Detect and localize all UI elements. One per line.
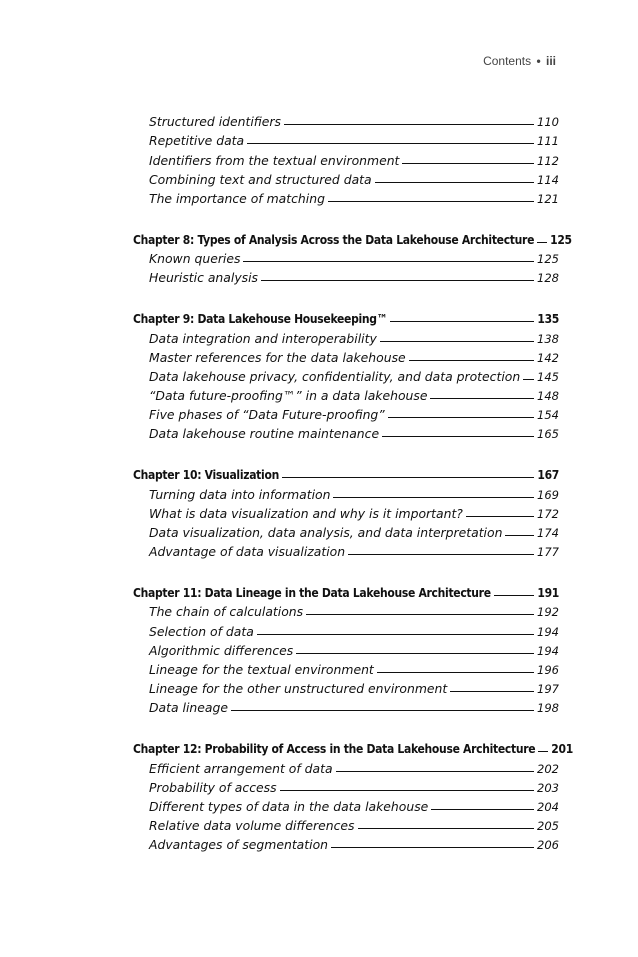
page-number: 121 bbox=[537, 191, 559, 206]
toc-entry-row bbox=[133, 129, 559, 148]
leader-line bbox=[348, 554, 534, 555]
entry-title: Advantage of data visualization bbox=[149, 544, 346, 560]
toc-entry-row bbox=[133, 266, 559, 285]
page-number: 148 bbox=[537, 389, 559, 404]
toc-chapter-row bbox=[133, 225, 572, 247]
toc-entry-row bbox=[133, 502, 559, 521]
toc-entry-row bbox=[133, 696, 559, 715]
chapter-title: Chapter 9: Data Lakehouse Housekeeping™ bbox=[133, 312, 388, 327]
leader-line bbox=[430, 398, 534, 399]
entry-title: Algorithmic differences bbox=[149, 642, 294, 658]
leader-line bbox=[333, 497, 534, 498]
leader-line bbox=[296, 653, 534, 654]
toc-entry-row bbox=[133, 521, 559, 540]
toc-entry-row bbox=[133, 814, 559, 833]
leader-line bbox=[336, 771, 534, 772]
chapter-title: Chapter 10: Visualization bbox=[133, 468, 279, 483]
entry-title: Lineage for the other unstructured environment bbox=[149, 681, 448, 697]
toc-entry-row bbox=[133, 110, 559, 129]
toc-group bbox=[133, 110, 559, 206]
entry-title: Heuristic analysis bbox=[149, 270, 259, 286]
entry-title: Lineage for the textual environment bbox=[149, 661, 374, 677]
leader-line bbox=[431, 809, 534, 810]
leader-line bbox=[390, 321, 534, 322]
toc-entry-row bbox=[133, 403, 559, 422]
page-number: 192 bbox=[537, 605, 559, 620]
running-header bbox=[483, 54, 556, 68]
page-number: 191 bbox=[537, 586, 559, 601]
page-number: 111 bbox=[537, 134, 559, 149]
entry-title: Structured identifiers bbox=[149, 114, 281, 130]
leader-line bbox=[243, 261, 534, 262]
page-number: 204 bbox=[537, 799, 559, 814]
toc-entry-row bbox=[133, 346, 559, 365]
page-number: 202 bbox=[537, 761, 559, 776]
chapter-title: Chapter 12: Probability of Access in the Data Lakehouse Architecture bbox=[133, 742, 536, 757]
toc-chapter-row bbox=[133, 460, 559, 482]
leader-line bbox=[257, 634, 534, 635]
page-number: 154 bbox=[537, 408, 559, 423]
header-title: Contents bbox=[483, 54, 532, 68]
toc-group bbox=[133, 734, 573, 853]
entry-title: What is data visualization and why is it important? bbox=[149, 505, 463, 521]
toc-entry-row bbox=[133, 776, 559, 795]
page-number: 165 bbox=[537, 427, 559, 442]
entry-title: The importance of matching bbox=[149, 190, 325, 206]
page-number: 201 bbox=[551, 742, 573, 757]
page-number: 110 bbox=[537, 115, 559, 130]
toc-entry-row bbox=[133, 247, 559, 266]
page-number: 177 bbox=[537, 545, 559, 560]
entry-title: Master references for the data lakehouse bbox=[149, 349, 406, 365]
toc-entry-row bbox=[133, 658, 559, 677]
page-number: 205 bbox=[537, 819, 559, 834]
entry-title: Data lakehouse privacy, confidentiality, and data protection bbox=[149, 368, 521, 384]
header-page-number: iii bbox=[545, 54, 556, 68]
page-number: 138 bbox=[537, 331, 559, 346]
toc-entry-row bbox=[133, 482, 559, 501]
page-number: 114 bbox=[537, 172, 559, 187]
page-number: 135 bbox=[537, 312, 559, 327]
leader-line bbox=[380, 341, 534, 342]
page-number: 198 bbox=[537, 701, 559, 716]
leader-line bbox=[538, 751, 548, 752]
page-number: 194 bbox=[537, 624, 559, 639]
toc-chapter-row bbox=[133, 734, 573, 757]
page-number: 125 bbox=[537, 252, 559, 267]
page-number: 125 bbox=[550, 232, 572, 247]
page-number: 206 bbox=[537, 838, 559, 853]
page-number: 128 bbox=[537, 271, 559, 286]
toc-group bbox=[133, 304, 559, 441]
chapter-title: Chapter 11: Data Lineage in the Data Lakehouse Architecture bbox=[133, 586, 491, 601]
leader-line bbox=[261, 280, 534, 281]
entry-title: Data visualization, data analysis, and data interpretation bbox=[149, 525, 503, 540]
leader-line bbox=[494, 595, 535, 596]
toc-entry-row bbox=[133, 833, 559, 852]
entry-title: Combining text and structured data bbox=[149, 171, 372, 187]
entry-title: The chain of calculations bbox=[149, 604, 304, 620]
page-number: 197 bbox=[537, 682, 559, 697]
entry-title: Known queries bbox=[149, 251, 241, 267]
entry-title: Selection of data bbox=[149, 623, 254, 639]
entry-title: Relative data volume differences bbox=[149, 818, 355, 834]
toc-entry-row bbox=[133, 365, 559, 384]
toc-entry-row bbox=[133, 756, 559, 775]
leader-line bbox=[247, 143, 534, 144]
page-number: 112 bbox=[537, 153, 559, 168]
toc-entry-row bbox=[133, 540, 559, 559]
table-of-contents bbox=[133, 110, 573, 871]
entry-title: Advantages of segmentation bbox=[149, 837, 329, 853]
chapter-title: Chapter 8: Types of Analysis Across the Data Lakehouse Architecture bbox=[133, 232, 535, 247]
leader-line bbox=[402, 163, 534, 164]
entry-title: Five phases of “Data Future-proofing” bbox=[149, 407, 385, 423]
toc-entry-row bbox=[133, 326, 559, 345]
leader-line bbox=[523, 379, 534, 380]
toc-chapter-row bbox=[133, 304, 559, 326]
leader-line bbox=[450, 691, 534, 692]
leader-line bbox=[331, 847, 534, 848]
page-number: 145 bbox=[537, 369, 559, 384]
entry-title: “Data future-proofing™” in a data lakehouse bbox=[149, 388, 428, 404]
toc-entry-row bbox=[133, 422, 559, 441]
toc-group bbox=[133, 460, 559, 559]
page-number: 172 bbox=[537, 506, 559, 521]
header-separator: • bbox=[536, 54, 541, 68]
leader-line bbox=[358, 828, 535, 829]
leader-line bbox=[388, 417, 534, 418]
entry-title: Different types of data in the data lakehouse bbox=[149, 798, 429, 814]
leader-line bbox=[377, 672, 534, 673]
toc-entry-row bbox=[133, 187, 559, 206]
entry-title: Identifiers from the textual environment bbox=[149, 152, 400, 168]
toc-entry-row bbox=[133, 795, 559, 814]
leader-line bbox=[284, 124, 534, 125]
leader-line bbox=[409, 360, 534, 361]
page-number: 169 bbox=[537, 487, 559, 502]
page-number: 203 bbox=[537, 780, 559, 795]
leader-line bbox=[537, 242, 547, 243]
page-number: 142 bbox=[537, 350, 559, 365]
entry-title: Data integration and interoperability bbox=[149, 330, 377, 346]
entry-title: Efficient arrangement of data bbox=[149, 760, 333, 776]
toc-chapter-row bbox=[133, 578, 559, 600]
toc-entry-row bbox=[133, 677, 559, 696]
entry-title: Turning data into information bbox=[149, 486, 331, 502]
entry-title: Probability of access bbox=[149, 779, 277, 795]
toc-group bbox=[133, 225, 572, 286]
toc-entry-row bbox=[133, 600, 559, 619]
leader-line bbox=[306, 614, 534, 615]
entry-title: Repetitive data bbox=[149, 133, 245, 149]
toc-entry-row bbox=[133, 148, 559, 167]
leader-line bbox=[382, 436, 534, 437]
toc-entry-row bbox=[133, 168, 559, 187]
toc-entry-row bbox=[133, 639, 559, 658]
leader-line bbox=[328, 201, 534, 202]
page-number: 194 bbox=[537, 643, 559, 658]
toc-entry-row bbox=[133, 384, 559, 403]
leader-line bbox=[466, 516, 534, 517]
toc-entry-row bbox=[133, 619, 559, 638]
page-number: 174 bbox=[537, 526, 559, 540]
leader-line bbox=[282, 477, 534, 478]
entry-title: Data lineage bbox=[149, 700, 228, 716]
page-number: 167 bbox=[537, 468, 559, 483]
page-number: 196 bbox=[537, 662, 559, 677]
leader-line bbox=[505, 535, 534, 536]
toc-group bbox=[133, 578, 559, 715]
leader-line bbox=[280, 790, 534, 791]
entry-title: Data lakehouse routine maintenance bbox=[149, 426, 380, 442]
leader-line bbox=[375, 182, 534, 183]
leader-line bbox=[231, 710, 534, 711]
